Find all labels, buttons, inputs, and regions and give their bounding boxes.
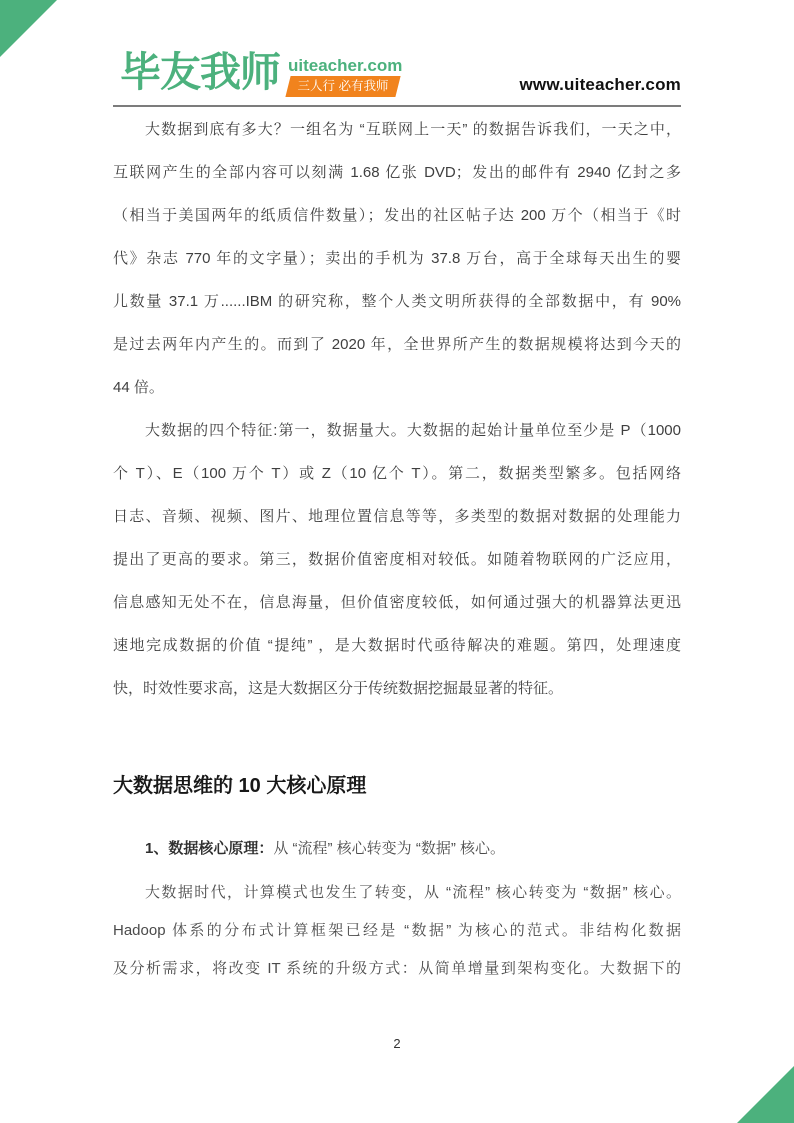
text-line: 44 倍。 bbox=[113, 379, 164, 396]
text-line: 是过去两年内产生的。而到了 2020 年，全世界所产生的数据规模将达到今天的 bbox=[113, 336, 681, 353]
paragraph-big-data-size bbox=[113, 108, 681, 409]
header-website-url: www.uiteacher.com bbox=[519, 75, 681, 94]
text-line: 大数据的四个特征:第一，数据量大。大数据的起始计量单位至少是 P（1000 bbox=[145, 422, 681, 439]
text-line: 日志、音频、视频、图片、地理位置信息等等，多类型的数据对数据的处理能力 bbox=[113, 508, 681, 525]
corner-triangle-top-left bbox=[0, 0, 57, 57]
section-heading: 大数据思维的 10 大核心原理 bbox=[113, 775, 367, 797]
text-line: 代》杂志 770 年的文字量）；卖出的手机为 37.8 万台，高于全球每天出生的婴 bbox=[113, 250, 681, 267]
text-line: 互联网产生的全部内容可以刻满 1.68 亿张 DVD；发出的邮件有 2940 亿封之多 bbox=[113, 164, 681, 181]
logo-domain-text: uiteacher.com bbox=[288, 56, 403, 75]
logo-badge-text: 三人行 必有我师 bbox=[297, 79, 389, 93]
text-line: 快，时效性要求高，这是大数据区分于传统数据挖掘最显著的特征。 bbox=[113, 680, 564, 697]
header-divider bbox=[113, 105, 681, 107]
logo-brand-text: 毕友我师 bbox=[120, 49, 280, 95]
paragraph-data-core-principle bbox=[113, 874, 681, 988]
text-line: 个 T）、E（100 万个 T）或 Z（10 亿个 T）。第二，数据类型繁多。包括网络 bbox=[113, 465, 681, 482]
text-line: 信息感知无处不在，信息海量，但价值密度较低，如何通过强大的机器算法更迅 bbox=[113, 594, 681, 611]
text-line: （相当于美国两年的纸质信件数量）；发出的社区帖子达 200 万个（相当于《时 bbox=[113, 207, 681, 224]
text-line: Hadoop 体系的分布式计算框架已经是 “数据” 为核心的范式。非结构化数据 bbox=[113, 922, 681, 939]
paragraph-four-features bbox=[113, 409, 681, 710]
principle-1-text: 从 “流程” 核心转变为 “数据” 核心。 bbox=[273, 840, 505, 857]
principle-1-label: 1、数据核心原理： bbox=[145, 840, 274, 857]
corner-triangle-bottom-right bbox=[737, 1066, 794, 1123]
principle-1-line bbox=[113, 836, 681, 862]
text-line: 大数据到底有多大？一组名为 “互联网上一天” 的数据告诉我们，一天之中， bbox=[145, 121, 681, 138]
text-line: 提出了更高的要求。第三，数据价值密度相对较低。如随着物联网的广泛应用， bbox=[113, 551, 681, 568]
text-line: 速地完成数据的价值 “提纯” ，是大数据时代亟待解决的难题。第四，处理速度 bbox=[113, 637, 681, 654]
text-line: 大数据时代，计算模式也发生了转变，从 “流程” 核心转变为 “数据” 核心。 bbox=[145, 884, 681, 901]
text-line: 儿数量 37.1 万......IBM 的研究称，整个人类文明所获得的全部数据中，有 90% bbox=[113, 293, 681, 310]
page-number: 2 bbox=[393, 1036, 401, 1051]
text-line: 及分析需求，将改变 IT 系统的升级方式：从简单增量到架构变化。大数据下的 bbox=[113, 960, 681, 977]
